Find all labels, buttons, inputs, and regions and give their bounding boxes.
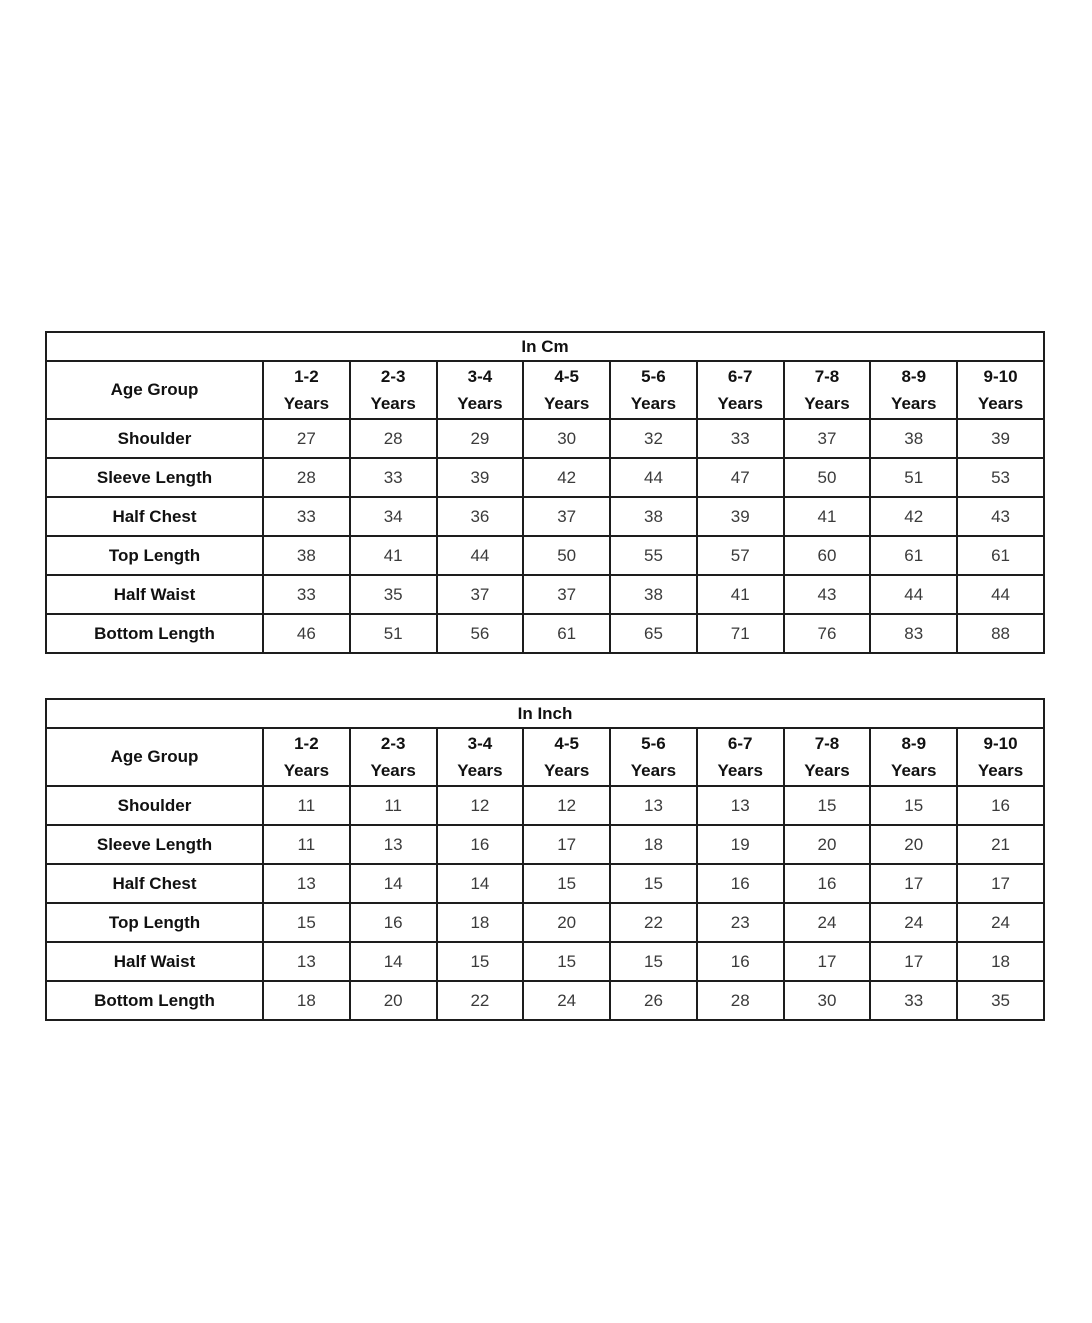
value-cell: 43 xyxy=(784,575,871,614)
value-cell: 26 xyxy=(610,981,697,1020)
row-label: Sleeve Length xyxy=(46,825,263,864)
value-cell: 16 xyxy=(437,825,524,864)
value-cell: 14 xyxy=(350,864,437,903)
value-cell: 53 xyxy=(957,458,1044,497)
table-row xyxy=(46,942,1044,981)
value-cell: 61 xyxy=(523,614,610,653)
table-row xyxy=(46,981,1044,1020)
value-cell: 16 xyxy=(957,786,1044,825)
value-cell: 51 xyxy=(350,614,437,653)
value-cell: 39 xyxy=(437,458,524,497)
size-table-in-cm xyxy=(45,331,1045,654)
value-cell: 24 xyxy=(523,981,610,1020)
value-cell: 50 xyxy=(784,458,871,497)
value-cell: 30 xyxy=(784,981,871,1020)
table-title-row xyxy=(46,332,1044,361)
value-cell: 16 xyxy=(784,864,871,903)
value-cell: 13 xyxy=(263,864,350,903)
value-cell: 17 xyxy=(870,864,957,903)
row-label: Half Waist xyxy=(46,575,263,614)
value-cell: 83 xyxy=(870,614,957,653)
value-cell: 11 xyxy=(263,825,350,864)
column-header: 4-5 Years xyxy=(523,728,610,786)
value-cell: 71 xyxy=(697,614,784,653)
column-header: 5-6 Years xyxy=(610,728,697,786)
value-cell: 55 xyxy=(610,536,697,575)
table-row xyxy=(46,419,1044,458)
value-cell: 44 xyxy=(870,575,957,614)
value-cell: 18 xyxy=(610,825,697,864)
value-cell: 13 xyxy=(610,786,697,825)
table-row xyxy=(46,536,1044,575)
row-label: Bottom Length xyxy=(46,614,263,653)
column-header: 1-2 Years xyxy=(263,728,350,786)
table-title-in-inch: In Inch xyxy=(46,699,1044,728)
value-cell: 42 xyxy=(523,458,610,497)
value-cell: 33 xyxy=(870,981,957,1020)
column-header: 3-4 Years xyxy=(437,361,524,419)
value-cell: 37 xyxy=(784,419,871,458)
value-cell: 20 xyxy=(523,903,610,942)
value-cell: 18 xyxy=(957,942,1044,981)
value-cell: 21 xyxy=(957,825,1044,864)
value-cell: 44 xyxy=(957,575,1044,614)
column-header: 2-3 Years xyxy=(350,728,437,786)
value-cell: 15 xyxy=(610,942,697,981)
value-cell: 50 xyxy=(523,536,610,575)
table-row xyxy=(46,864,1044,903)
table-row xyxy=(46,458,1044,497)
value-cell: 24 xyxy=(784,903,871,942)
value-cell: 12 xyxy=(437,786,524,825)
value-cell: 16 xyxy=(697,864,784,903)
value-cell: 11 xyxy=(263,786,350,825)
value-cell: 28 xyxy=(697,981,784,1020)
value-cell: 88 xyxy=(957,614,1044,653)
value-cell: 51 xyxy=(870,458,957,497)
column-header: 6-7 Years xyxy=(697,728,784,786)
value-cell: 28 xyxy=(263,458,350,497)
value-cell: 17 xyxy=(870,942,957,981)
value-cell: 18 xyxy=(263,981,350,1020)
value-cell: 33 xyxy=(263,497,350,536)
value-cell: 60 xyxy=(784,536,871,575)
value-cell: 15 xyxy=(610,864,697,903)
value-cell: 27 xyxy=(263,419,350,458)
column-header: 2-3 Years xyxy=(350,361,437,419)
table-title-row xyxy=(46,699,1044,728)
value-cell: 44 xyxy=(610,458,697,497)
column-header: 8-9 Years xyxy=(870,361,957,419)
value-cell: 28 xyxy=(350,419,437,458)
value-cell: 17 xyxy=(957,864,1044,903)
value-cell: 12 xyxy=(523,786,610,825)
table-row xyxy=(46,903,1044,942)
table-title-in-cm: In Cm xyxy=(46,332,1044,361)
value-cell: 39 xyxy=(957,419,1044,458)
size-table-in-inch xyxy=(45,698,1045,1021)
value-cell: 14 xyxy=(437,864,524,903)
table-header-row xyxy=(46,361,1044,419)
table-row xyxy=(46,786,1044,825)
value-cell: 44 xyxy=(437,536,524,575)
value-cell: 24 xyxy=(957,903,1044,942)
column-header: 7-8 Years xyxy=(784,361,871,419)
value-cell: 76 xyxy=(784,614,871,653)
value-cell: 17 xyxy=(523,825,610,864)
table-row xyxy=(46,497,1044,536)
value-cell: 34 xyxy=(350,497,437,536)
table-row xyxy=(46,825,1044,864)
value-cell: 15 xyxy=(870,786,957,825)
value-cell: 46 xyxy=(263,614,350,653)
row-label: Shoulder xyxy=(46,786,263,825)
value-cell: 11 xyxy=(350,786,437,825)
value-cell: 36 xyxy=(437,497,524,536)
row-label: Half Waist xyxy=(46,942,263,981)
value-cell: 38 xyxy=(610,575,697,614)
value-cell: 16 xyxy=(350,903,437,942)
column-header: 5-6 Years xyxy=(610,361,697,419)
value-cell: 57 xyxy=(697,536,784,575)
row-label: Top Length xyxy=(46,903,263,942)
column-header: 8-9 Years xyxy=(870,728,957,786)
value-cell: 15 xyxy=(437,942,524,981)
row-label: Sleeve Length xyxy=(46,458,263,497)
value-cell: 17 xyxy=(784,942,871,981)
table-header-row xyxy=(46,728,1044,786)
value-cell: 15 xyxy=(784,786,871,825)
value-cell: 37 xyxy=(523,575,610,614)
value-cell: 41 xyxy=(784,497,871,536)
value-cell: 19 xyxy=(697,825,784,864)
value-cell: 61 xyxy=(957,536,1044,575)
value-cell: 32 xyxy=(610,419,697,458)
table-row xyxy=(46,614,1044,653)
column-header: 9-10 Years xyxy=(957,361,1044,419)
value-cell: 41 xyxy=(350,536,437,575)
size-charts xyxy=(45,331,1045,1021)
row-label: Half Chest xyxy=(46,497,263,536)
value-cell: 22 xyxy=(610,903,697,942)
value-cell: 39 xyxy=(697,497,784,536)
table-row xyxy=(46,575,1044,614)
value-cell: 41 xyxy=(697,575,784,614)
value-cell: 13 xyxy=(697,786,784,825)
column-header: 4-5 Years xyxy=(523,361,610,419)
value-cell: 15 xyxy=(523,864,610,903)
value-cell: 37 xyxy=(523,497,610,536)
value-cell: 13 xyxy=(263,942,350,981)
value-cell: 20 xyxy=(350,981,437,1020)
value-cell: 18 xyxy=(437,903,524,942)
value-cell: 20 xyxy=(870,825,957,864)
age-group-header: Age Group xyxy=(46,361,263,419)
row-label: Top Length xyxy=(46,536,263,575)
value-cell: 24 xyxy=(870,903,957,942)
value-cell: 42 xyxy=(870,497,957,536)
value-cell: 38 xyxy=(870,419,957,458)
value-cell: 38 xyxy=(263,536,350,575)
value-cell: 56 xyxy=(437,614,524,653)
value-cell: 14 xyxy=(350,942,437,981)
value-cell: 33 xyxy=(697,419,784,458)
value-cell: 33 xyxy=(263,575,350,614)
value-cell: 13 xyxy=(350,825,437,864)
row-label: Bottom Length xyxy=(46,981,263,1020)
value-cell: 30 xyxy=(523,419,610,458)
row-label: Half Chest xyxy=(46,864,263,903)
value-cell: 16 xyxy=(697,942,784,981)
value-cell: 47 xyxy=(697,458,784,497)
column-header: 3-4 Years xyxy=(437,728,524,786)
value-cell: 33 xyxy=(350,458,437,497)
value-cell: 20 xyxy=(784,825,871,864)
value-cell: 61 xyxy=(870,536,957,575)
value-cell: 23 xyxy=(697,903,784,942)
value-cell: 38 xyxy=(610,497,697,536)
column-header: 9-10 Years xyxy=(957,728,1044,786)
value-cell: 29 xyxy=(437,419,524,458)
column-header: 1-2 Years xyxy=(263,361,350,419)
value-cell: 35 xyxy=(957,981,1044,1020)
value-cell: 15 xyxy=(263,903,350,942)
value-cell: 65 xyxy=(610,614,697,653)
value-cell: 35 xyxy=(350,575,437,614)
value-cell: 22 xyxy=(437,981,524,1020)
value-cell: 37 xyxy=(437,575,524,614)
column-header: 7-8 Years xyxy=(784,728,871,786)
row-label: Shoulder xyxy=(46,419,263,458)
value-cell: 15 xyxy=(523,942,610,981)
age-group-header: Age Group xyxy=(46,728,263,786)
value-cell: 43 xyxy=(957,497,1044,536)
column-header: 6-7 Years xyxy=(697,361,784,419)
